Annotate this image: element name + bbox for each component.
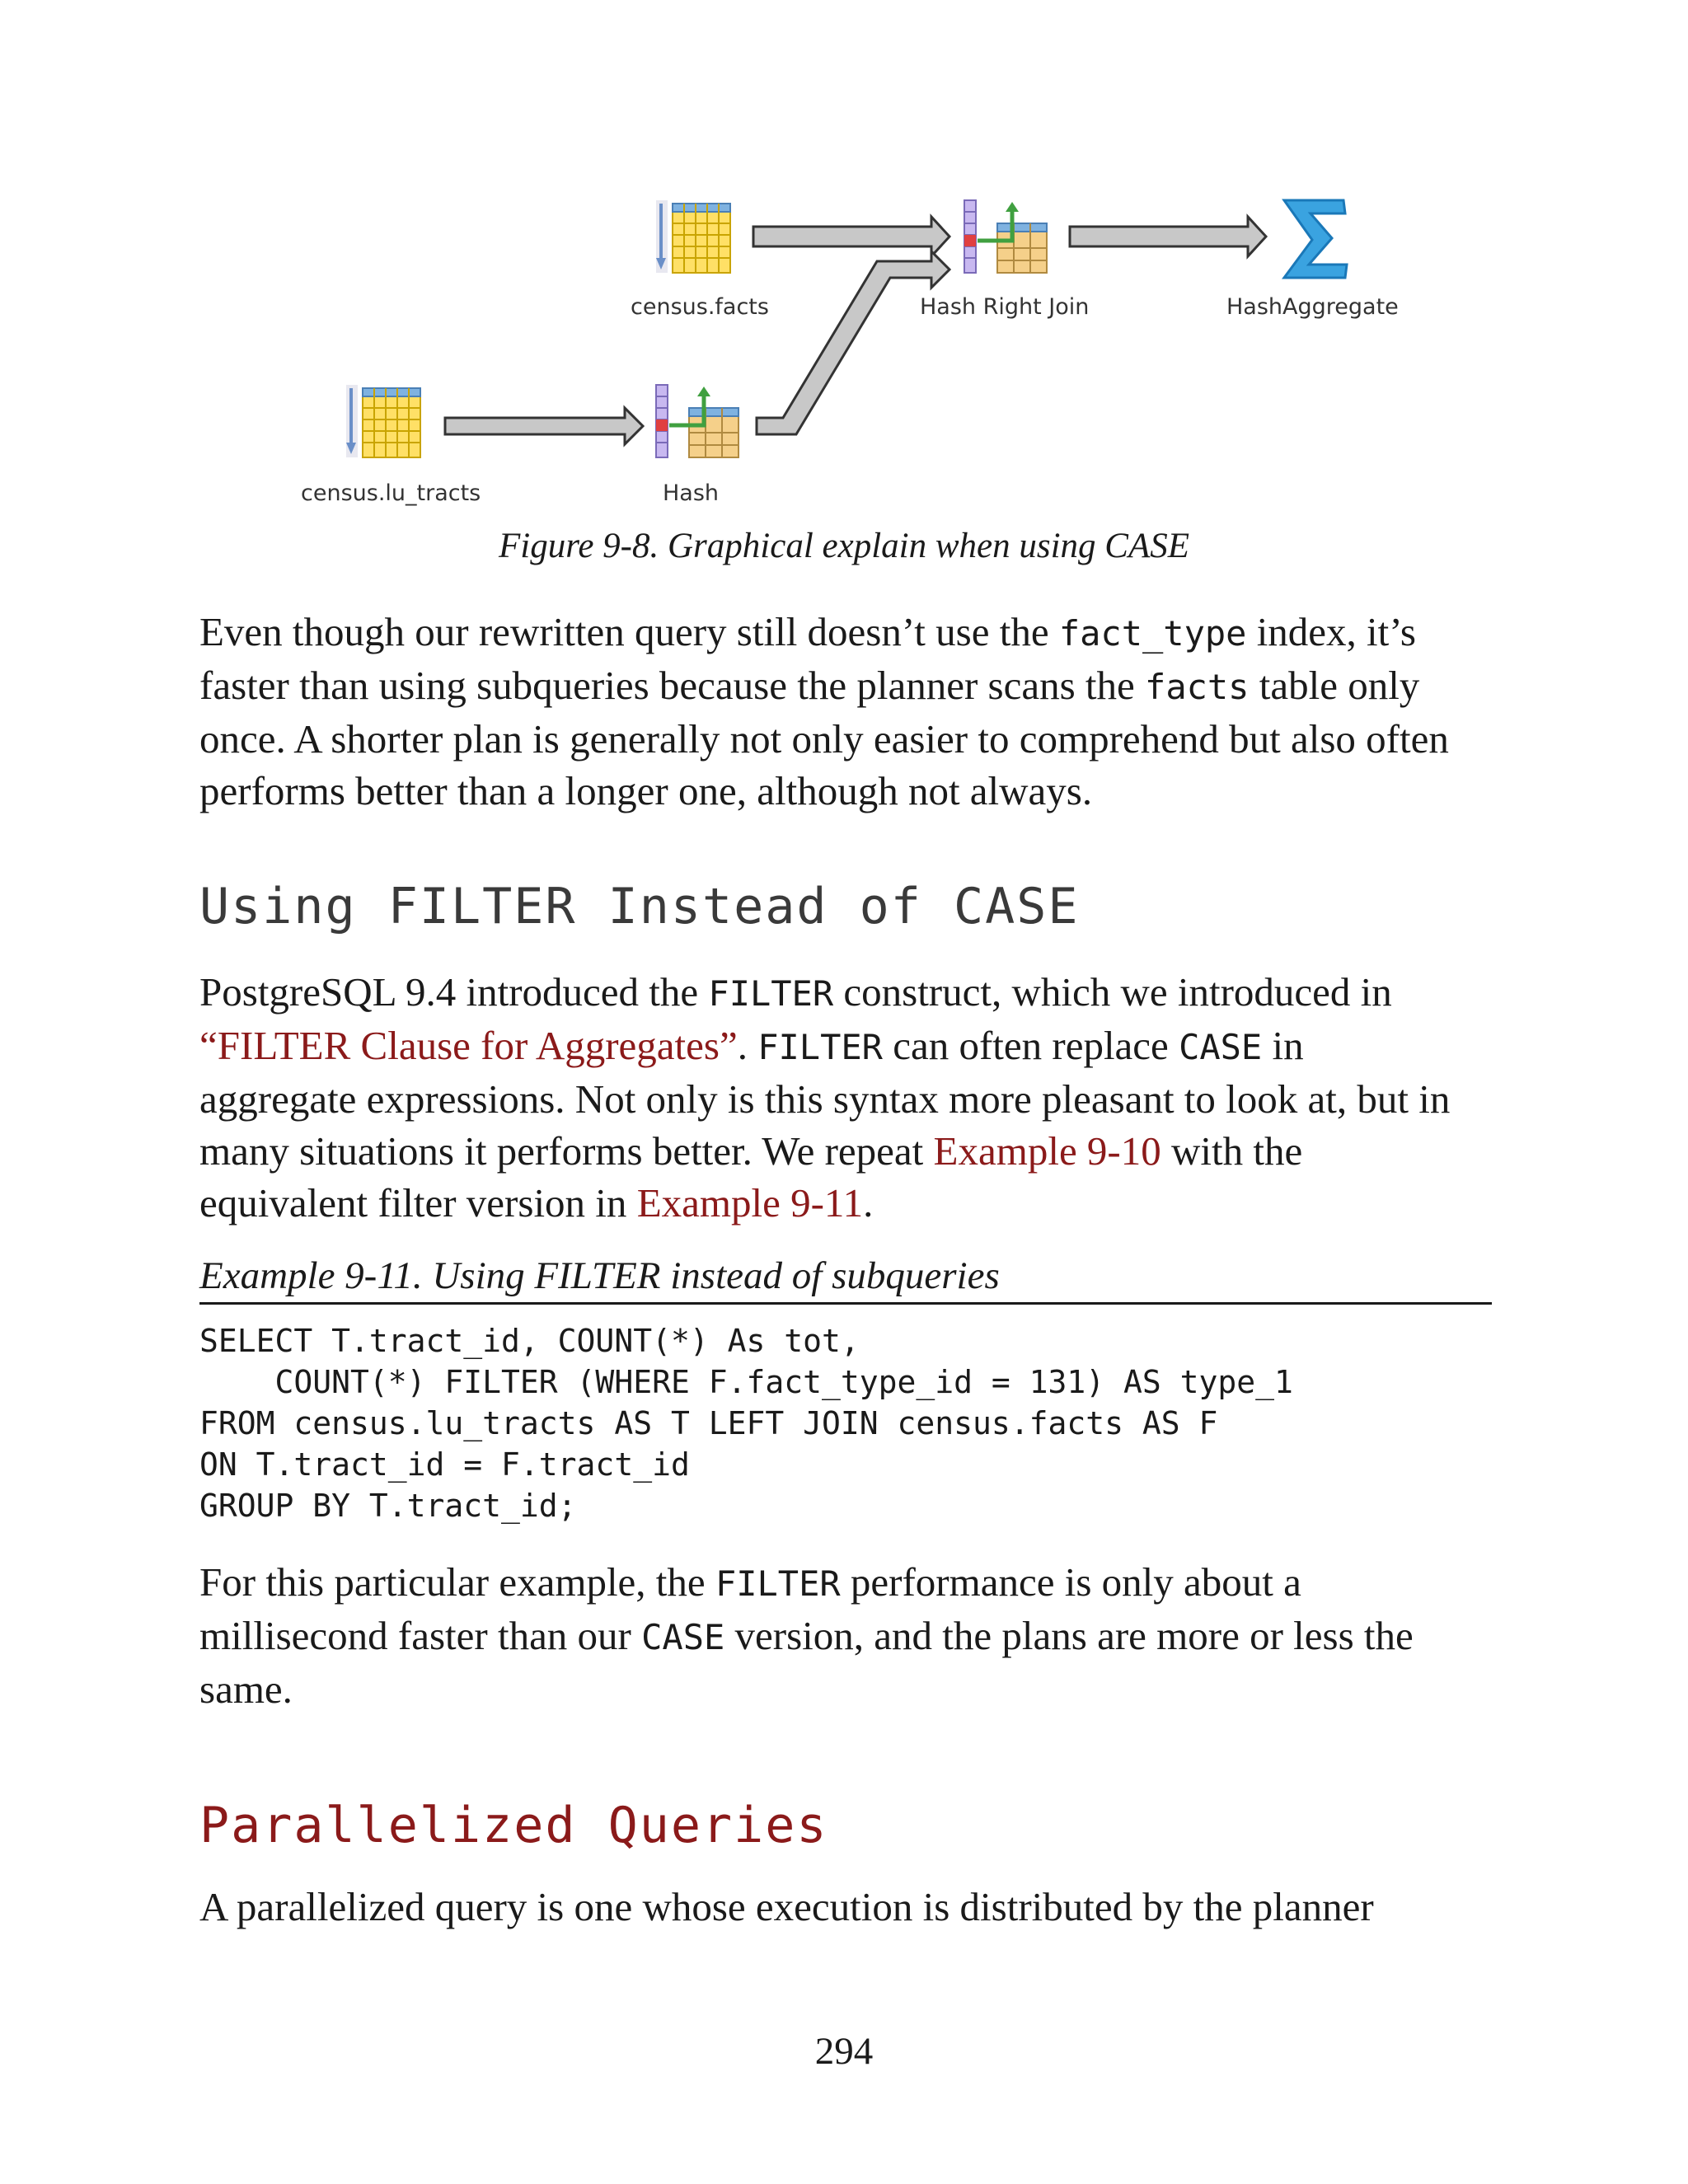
paragraph-3: For this particular example, the FILTER performance is only about a millisecond faster than our CASE version, and the plans are more or less the same. bbox=[199, 1559, 1414, 1712]
plan-graphic bbox=[280, 177, 1434, 523]
hash-join-icon bbox=[656, 385, 738, 457]
inline-code: CASE bbox=[641, 1617, 725, 1657]
example-title: Example 9-11. Using FILTER instead of subqueries bbox=[199, 1251, 1492, 1305]
node-label-hash-aggregate: HashAggregate bbox=[1226, 294, 1399, 320]
inline-code: FILTER bbox=[757, 1027, 883, 1067]
arrow-icon bbox=[1070, 217, 1266, 256]
section-heading-parallelized: Parallelized Queries bbox=[199, 1797, 828, 1854]
page-number: 294 bbox=[814, 2030, 874, 2073]
link-example-9-11[interactable]: Example 9-11 bbox=[636, 1180, 864, 1226]
arrow-icon bbox=[753, 217, 950, 256]
arrow-icon bbox=[445, 408, 643, 444]
node-label-facts: census.facts bbox=[631, 294, 769, 320]
code-line: SELECT T.tract_id, COUNT(*) As tot, bbox=[199, 1323, 860, 1359]
inline-code: facts bbox=[1145, 667, 1250, 707]
paragraph-2: PostgreSQL 9.4 introduced the FILTER construct, which we introduced in “FILTER Clause for Aggregates”. FILTER can often replace CASE in aggregate expressions. Not only is this syntax more pleasant to look at, but in many situations it performs better. We repeat Example 9-10 with the equivalent filter version in Example 9-11. bbox=[199, 969, 1451, 1226]
code-line: COUNT(*) FILTER (WHERE F.fact_type_id = 131) AS type_1 bbox=[199, 1364, 1293, 1400]
node-label-hash-right-join: Hash Right Join bbox=[920, 294, 1090, 320]
hash-join-icon bbox=[964, 200, 1047, 273]
inline-code: FILTER bbox=[715, 1563, 841, 1604]
code-line: FROM census.lu_tracts AS T LEFT JOIN census.facts AS F bbox=[199, 1405, 1218, 1441]
node-label-lu-tracts: census.lu_tracts bbox=[301, 480, 481, 506]
code-line: GROUP BY T.tract_id; bbox=[199, 1488, 577, 1524]
inline-code: fact_type bbox=[1058, 613, 1247, 654]
paragraph-1: Even though our rewritten query still doesn’t use the fact_type index, it’s faster than using subqueries because the planner scans the facts table only once. A shorter plan is generally not only easier to comprehend but also often performs better than a longer one, although not always. bbox=[199, 609, 1449, 813]
inline-code: FILTER bbox=[708, 973, 834, 1014]
link-example-9-10[interactable]: Example 9-10 bbox=[933, 1128, 1161, 1174]
node-label-hash: Hash bbox=[663, 480, 720, 506]
code-block bbox=[199, 1320, 1293, 1526]
figure-caption: Figure 9-8. Graphical explain when using CASE bbox=[499, 527, 1189, 565]
table-scan-icon bbox=[656, 200, 730, 273]
sigma-icon bbox=[1284, 200, 1347, 278]
inline-code: CASE bbox=[1179, 1027, 1263, 1067]
link-filter-clause[interactable]: “FILTER Clause for Aggregates” bbox=[199, 1023, 738, 1068]
table-scan-icon bbox=[346, 385, 420, 457]
arrow-icon bbox=[757, 251, 950, 434]
paragraph-4: A parallelized query is one whose execution is distributed by the planner bbox=[199, 1884, 1374, 1929]
section-heading-filter: Using FILTER Instead of CASE bbox=[199, 878, 1080, 935]
query-plan-diagram bbox=[280, 177, 1434, 523]
code-line: ON T.tract_id = F.tract_id bbox=[199, 1446, 690, 1483]
